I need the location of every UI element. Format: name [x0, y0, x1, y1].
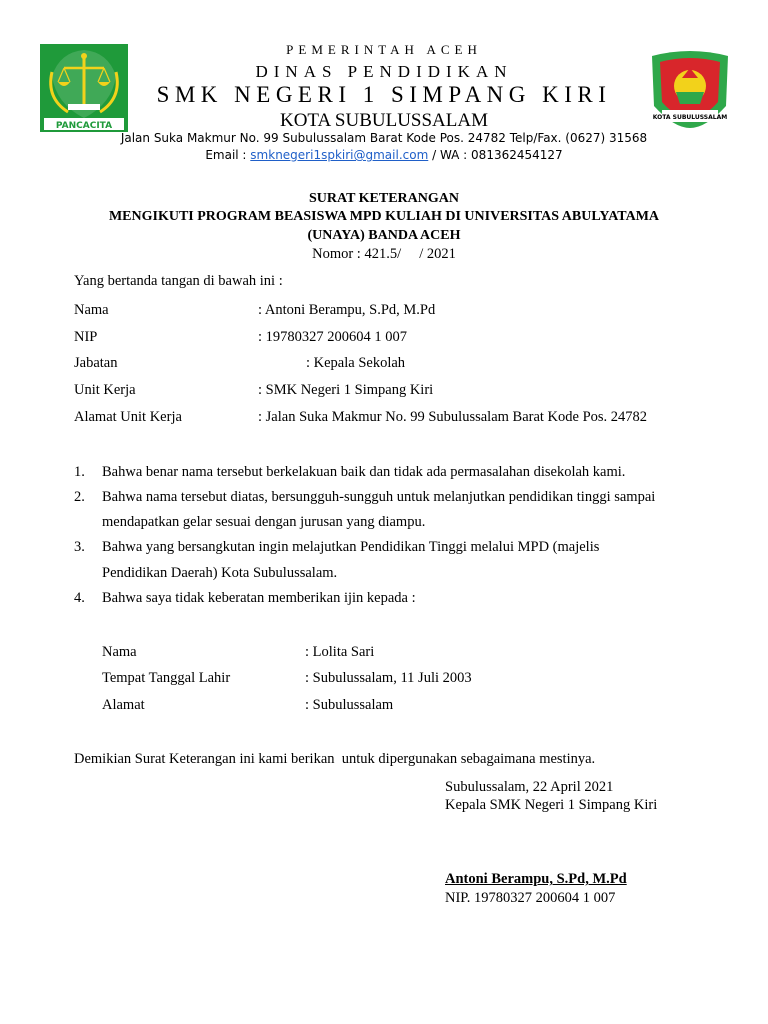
- point-text: Bahwa nama tersebut diatas, bersungguh-sungguh untuk melanjutkan pendidikan tinggi sampai: [102, 489, 656, 505]
- point-text: Bahwa yang bersangkutan ingin melajutkan Pendidikan Tinggi melalui MPD (majelis: [102, 539, 600, 555]
- student-name-value: : Lolita Sari: [305, 644, 375, 660]
- header-address: Jalan Suka Makmur No. 99 Subulussalam Barat Kode Pos. 24782 Telp/Fax. (0627) 31568: [120, 131, 648, 145]
- svg-text:KOTA SUBULUSSALAM: KOTA SUBULUSSALAM: [652, 114, 728, 121]
- point-text: Bahwa saya tidak keberatan memberikan ijin kepada :: [102, 590, 416, 606]
- signer-unit-value: : SMK Negeri 1 Simpang Kiri: [258, 382, 434, 398]
- point-text-continued: Pendidikan Daerah) Kota Subulussalam.: [102, 565, 338, 581]
- signer-nip-value: : 19780327 200604 1 007: [258, 329, 408, 345]
- signer-address-value: : Jalan Suka Makmur No. 99 Subulussalam Barat Kode Pos. 24782: [258, 409, 648, 425]
- email-label: Email :: [205, 148, 251, 162]
- point-number: 2.: [74, 489, 85, 505]
- student-address-label: Alamat: [102, 697, 145, 713]
- letter-title: SURAT KETERANGAN: [308, 191, 459, 206]
- point-number: 3.: [74, 539, 85, 555]
- point-number: 4.: [74, 590, 85, 606]
- svg-text:PANCACITA: PANCACITA: [55, 121, 113, 131]
- place-date: Subulussalam, 22 April 2021: [445, 779, 614, 795]
- student-address-value: : Subulussalam: [305, 697, 394, 713]
- signer-nip-label: NIP: [74, 329, 98, 345]
- letter-subtitle: MENGIKUTI PROGRAM BEASISWA MPD KULIAH DI UNIVERSITAS ABULYATAMA: [108, 209, 660, 224]
- student-birth-value: : Subulussalam, 11 Juli 2003: [305, 670, 472, 686]
- signer-position-value: : Kepala Sekolah: [306, 355, 406, 371]
- signer-address-label: Alamat Unit Kerja: [74, 409, 182, 425]
- header-government: PEMERINTAH ACEH: [286, 42, 482, 57]
- student-name-label: Nama: [102, 644, 137, 660]
- intro-text: Yang bertanda tangan di bawah ini :: [74, 273, 283, 289]
- point-number: 1.: [74, 464, 85, 480]
- signer-position-label: Jabatan: [74, 355, 118, 371]
- header-contact: [0, 148, 768, 162]
- signer-name: Antoni Berampu, S.Pd, M.Pd: [445, 871, 627, 887]
- signer-name-label: Nama: [74, 302, 109, 318]
- signer-name-value: : Antoni Berampu, S.Pd, M.Pd: [258, 302, 436, 318]
- student-birth-label: Tempat Tanggal Lahir: [102, 670, 231, 686]
- letter-subtitle-2: (UNAYA) BANDA ACEH: [307, 228, 461, 243]
- point-text-continued: mendapatkan gelar sesuai dengan jurusan yang diampu.: [102, 514, 426, 530]
- signer-position: Kepala SMK Negeri 1 Simpang Kiri: [445, 797, 658, 813]
- header-department: DINAS PENDIDIKAN: [255, 62, 513, 81]
- header-school-name: SMK NEGERI 1 SIMPANG KIRI: [156, 82, 612, 107]
- point-text: Bahwa benar nama tersebut berkelakuan baik dan tidak ada permasalahan disekolah kami.: [102, 464, 626, 480]
- email-link[interactable]: smknegeri1spkiri@gmail.com: [250, 148, 429, 162]
- letter-number: Nomor : 421.5/ / 2021: [312, 246, 456, 262]
- signer-unit-label: Unit Kerja: [74, 382, 136, 398]
- whatsapp-number: / WA : 081362454127: [428, 148, 563, 162]
- signer-nip: NIP. 19780327 200604 1 007: [445, 890, 616, 906]
- header-city: KOTA SUBULUSSALAM: [279, 110, 489, 131]
- closing-text: Demikian Surat Keterangan ini kami berikan untuk dipergunakan sebagaimana mestinya.: [74, 751, 596, 767]
